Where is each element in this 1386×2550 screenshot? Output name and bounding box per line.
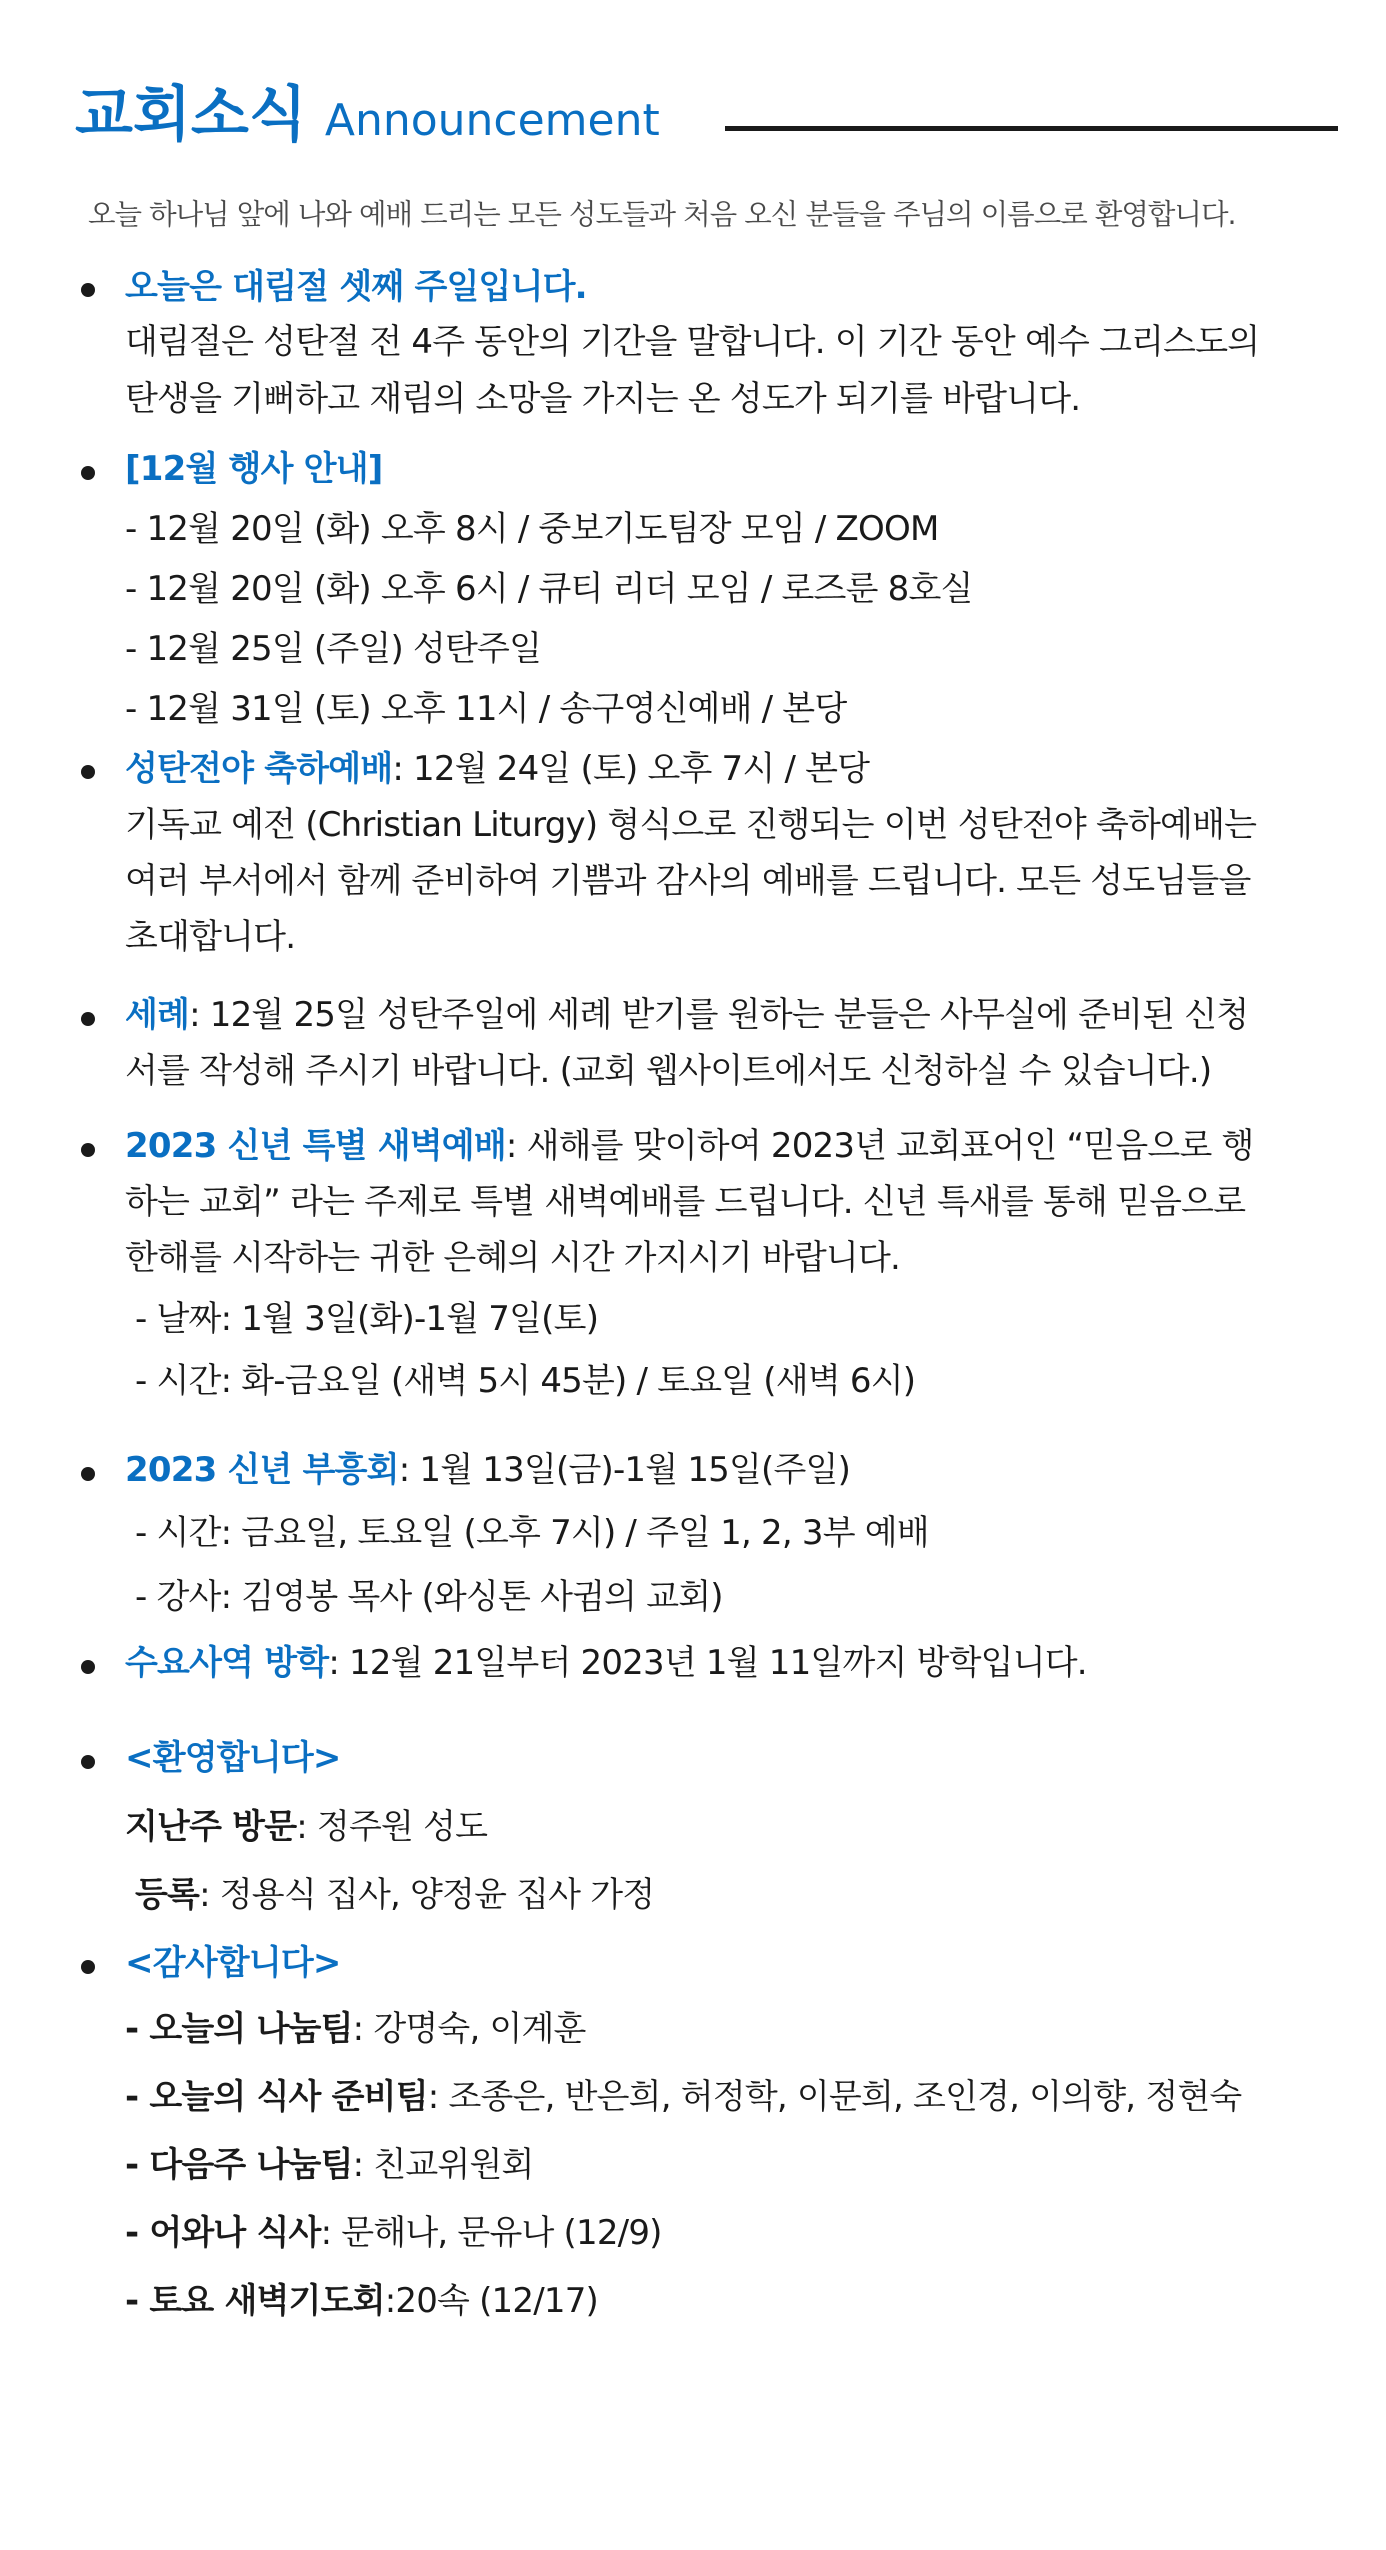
thanks-row-label: - 토요 새벽기도회	[125, 2281, 385, 2321]
thanks-row-value: : 강명숙, 이계훈	[352, 2009, 586, 2049]
christmas-eve-value: : 12월 24일 (토) 오후 7시 / 본당	[392, 749, 870, 789]
thanks-row-label: - 오늘의 식사 준비팀	[125, 2077, 428, 2117]
thanks-row-label: - 어와나 식사	[125, 2213, 321, 2253]
christmas-eve-header	[125, 749, 870, 789]
wednesday-value: : 12월 21일부터 2023년 1월 11일까지 방학입니다.	[328, 1643, 1087, 1683]
bullet-icon	[81, 466, 95, 480]
thanks-row-label: - 오늘의 나눔팀	[125, 2009, 353, 2049]
wednesday-label: 수요사역 방학	[125, 1643, 329, 1683]
baptism-label: 세례	[125, 995, 190, 1035]
christmas-eve-line-3: 초대합니다.	[125, 917, 296, 957]
dawn-service-value: : 새해를 맞이하여 2023년 교회표어인 “믿음으로 행	[505, 1126, 1254, 1166]
welcome-visit-label: 지난주 방문	[125, 1807, 297, 1847]
bullet-icon	[81, 1467, 95, 1481]
thanks-row-value: : 조종은, 반은희, 허정학, 이문희, 조인경, 이의향, 정현숙	[427, 2077, 1242, 2117]
baptism-value: : 12월 25일 성탄주일에 세례 받기를 원하는 분들은 사무실에 준비된 신청	[189, 995, 1249, 1035]
advent-line-1: 대림절은 성탄절 전 4주 동안의 기간을 말합니다. 이 기간 동안 예수 그리스도의	[125, 322, 1260, 362]
welcome-visit	[125, 1807, 488, 1847]
dawn-service-line-2: 하는 교회” 라는 주제로 특별 새벽예배를 드립니다. 신년 특새를 통해 믿음으로	[125, 1182, 1246, 1222]
section-header	[75, 80, 1338, 150]
wednesday-line	[125, 1643, 1087, 1683]
bullet-icon	[81, 283, 95, 297]
thanks-row-value: : 친교위원회	[352, 2145, 534, 2185]
christmas-eve-label: 성탄전야 축하예배	[125, 749, 393, 789]
event-row: - 12월 31일 (토) 오후 11시 / 송구영신예배 / 본당	[125, 689, 847, 729]
advent-line-2: 탄생을 기뻐하고 재림의 소망을 가지는 온 성도가 되기를 바랍니다.	[125, 379, 1081, 419]
welcome-register-value: : 정용식 집사, 양정윤 집사 가정	[199, 1875, 655, 1915]
dawn-service-line-3: 한해를 시작하는 귀한 은혜의 시간 가지시기 바랍니다.	[125, 1238, 901, 1278]
bullet-icon	[81, 1960, 95, 1974]
revival-time: - 시간: 금요일, 토요일 (오후 7시) / 주일 1, 2, 3부 예배	[135, 1513, 929, 1553]
event-row: - 12월 25일 (주일) 성탄주일	[125, 629, 542, 669]
thanks-row	[125, 2009, 586, 2049]
bullet-icon	[81, 1012, 95, 1026]
welcome-visit-value: : 정주원 성도	[296, 1807, 488, 1847]
bullet-icon	[81, 1660, 95, 1674]
dawn-service-label: 2023 신년 특별 새벽예배	[125, 1126, 506, 1166]
thanks-title: <감사합니다>	[125, 1943, 341, 1983]
thanks-row	[125, 2281, 598, 2321]
thanks-row-value: : 문해나, 문유나 (12/9)	[320, 2213, 662, 2253]
welcome-title: <환영합니다>	[125, 1738, 341, 1778]
thanks-row	[125, 2213, 662, 2253]
thanks-row	[125, 2077, 1242, 2117]
page-subtitle: Announcement	[324, 95, 660, 146]
page-title: 교회소식	[75, 80, 307, 150]
revival-header	[125, 1450, 851, 1490]
intro-text: 오늘 하나님 앞에 나와 예배 드리는 모든 성도들과 처음 오신 분들을 주님의 이름으로 환영합니다.	[88, 198, 1236, 231]
events-title: [12월 행사 안내]	[125, 449, 383, 489]
dawn-service-date: - 날짜: 1월 3일(화)-1월 7일(토)	[135, 1299, 599, 1339]
thanks-row-label: - 다음주 나눔팀	[125, 2145, 353, 2185]
advent-title: 오늘은 대림절 셋째 주일입니다.	[125, 267, 587, 307]
dawn-service-time: - 시간: 화-금요일 (새벽 5시 45분) / 토요일 (새벽 6시)	[135, 1361, 916, 1401]
welcome-register	[135, 1875, 655, 1915]
revival-speaker: - 강사: 김영봉 목사 (와싱톤 사귐의 교회)	[135, 1577, 723, 1617]
christmas-eve-line-2: 여러 부서에서 함께 준비하여 기쁨과 감사의 예배를 드립니다. 모든 성도님들을	[125, 861, 1251, 901]
christmas-eve-line-1: 기독교 예전 (Christian Liturgy) 형식으로 진행되는 이번 성탄전야 축하예배는	[125, 805, 1257, 845]
bullet-icon	[81, 765, 95, 779]
baptism-line-2: 서를 작성해 주시기 바랍니다. (교회 웹사이트에서도 신청하실 수 있습니다.)	[125, 1051, 1212, 1091]
revival-label: 2023 신년 부흥회	[125, 1450, 399, 1490]
header-divider	[725, 126, 1338, 131]
bullet-icon	[81, 1755, 95, 1769]
event-row: - 12월 20일 (화) 오후 8시 / 중보기도팀장 모임 / ZOOM	[125, 509, 939, 549]
event-row: - 12월 20일 (화) 오후 6시 / 큐티 리더 모임 / 로즈룬 8호실	[125, 569, 973, 609]
welcome-register-label: 등록	[135, 1875, 200, 1915]
revival-value: : 1월 13일(금)-1월 15일(주일)	[398, 1450, 851, 1490]
bullet-icon	[81, 1143, 95, 1157]
thanks-row-value: :20속 (12/17)	[384, 2281, 598, 2321]
dawn-service-line-1	[125, 1126, 1254, 1166]
thanks-row	[125, 2145, 534, 2185]
baptism-line-1	[125, 995, 1249, 1035]
